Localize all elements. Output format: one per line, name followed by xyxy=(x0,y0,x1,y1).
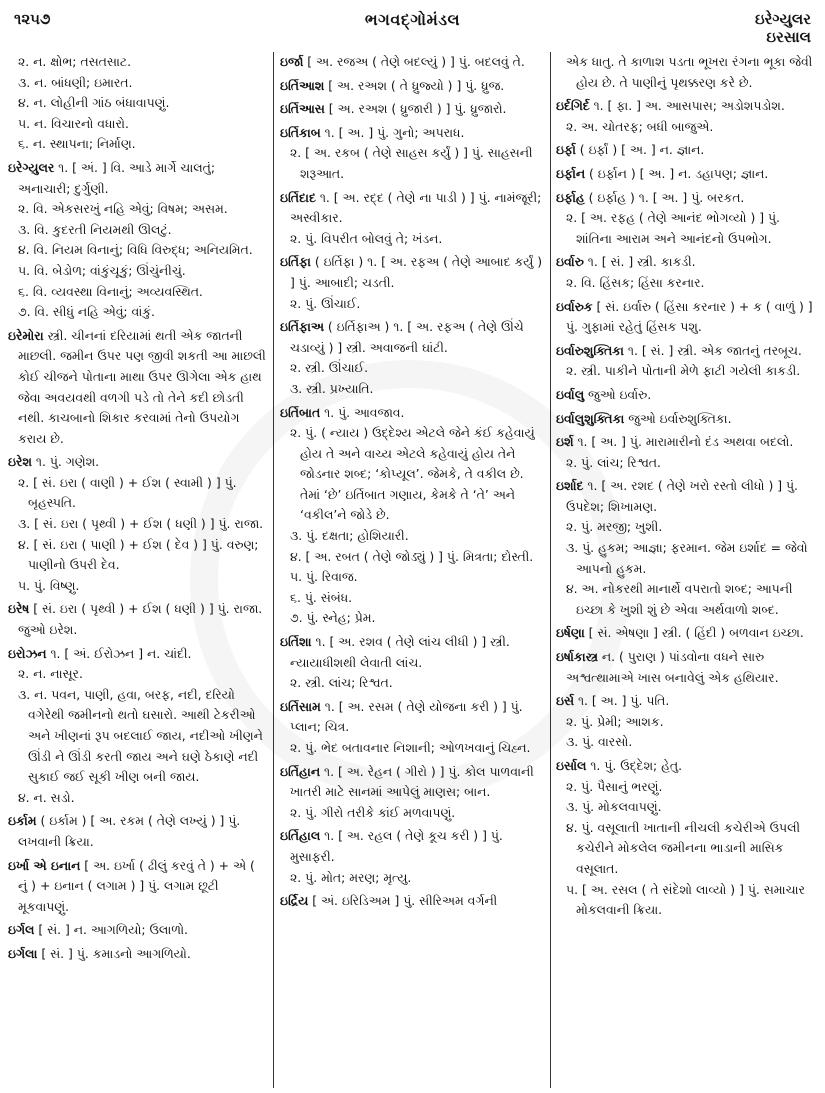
dictionary-entry xyxy=(8,52,266,155)
dictionary-entry xyxy=(556,476,818,620)
entry-definition: ( ઇર્ફાહ ) ૧. [ અ. ] પું. બરકત. xyxy=(584,189,745,205)
dictionary-entry xyxy=(280,52,545,73)
entry-sense: ૨. વિ. હિંસક; હિંસા કરનાર. xyxy=(566,274,705,290)
entry-sense: ૭. પું. સ્નેહ; પ્રેમ. xyxy=(290,610,376,626)
dictionary-entry xyxy=(280,123,545,185)
entry-sense: ૪. ન. સડો. xyxy=(18,789,75,805)
dictionary-entry xyxy=(556,52,818,93)
entry-definition: ૧. [ સં. ] સ્ત્રી. કાકડી. xyxy=(583,254,696,270)
entry-definition: [ અં. ઇરિડિઅમ ] પું. સીરિઅમ વર્ગની xyxy=(308,893,498,909)
entry-headword: ઇર્વાલુ xyxy=(556,386,585,402)
entry-sense: ૨. સ્ત્રી. પાકીને પોતાની મેળે ફાટી ગયેલી કાકડી. xyxy=(566,363,801,379)
entry-sense: ૫. [ અ. રસલ ( તે સંદેશો લાવ્યો ) ] પું. સમાચાર મોકલવાની ક્રિયા. xyxy=(566,881,805,918)
entry-definition: ૧. [ ફા. ] અ. આસપાસ; અડોશપડોશ. xyxy=(589,98,785,114)
entry-sense: ૨. સ્ત્રી. લાંચ; રિશ્વત. xyxy=(290,675,393,691)
entry-definition: જુઓ ઇર્વારુશુક્તિકા. xyxy=(624,410,732,426)
entry-definition: [ સં. ] પું. કમાડનો આગળિયો. xyxy=(37,945,191,961)
entry-definition: ૧. [ અ. ] પું. પતિ. xyxy=(574,693,670,709)
entry-sense: ૩. વિ. કુદરતી નિયમથી ઊલટું. xyxy=(18,221,172,237)
entry-sense: ૨. પું. મરજી; ખુશી. xyxy=(566,519,663,535)
entry-headword: ઇર્ફાહ xyxy=(556,189,585,205)
entry-headword: ઇર્વારુક xyxy=(556,298,593,314)
entry-headword: ઇર્ફાન xyxy=(556,165,586,181)
entry-headword: ઇર્દગિર્દ xyxy=(556,98,590,114)
dictionary-entry xyxy=(556,341,818,382)
entry-headword: ઇર્વારુ xyxy=(556,254,584,270)
entry-headword: ઇરેગ્યુલર xyxy=(8,159,55,175)
page-title: ભગવદ્ગોમંડલ xyxy=(364,10,461,29)
entry-definition: ૧. [ અ. રસમ ( તેણે યોજના કરી ) ] પું. પ્લાન; ચિત્ર. xyxy=(290,698,523,735)
dictionary-entry xyxy=(280,76,545,97)
entry-sense: ૨. ન. નાસૂર. xyxy=(18,666,83,682)
entry-sense: ૬. ન. સ્થાપના; નિર્માણ. xyxy=(18,136,136,152)
entry-definition: [ અ. રઅશ ( ધ્રુજારી ) ] પું. ધ્રુજારો. xyxy=(324,101,507,117)
dictionary-entry xyxy=(8,920,266,941)
entry-headword: ઇર્તિકાબ xyxy=(280,124,321,140)
entry-sense: ૨. પું. ગીરો તરીકે કાંઈ મળવાપણું. xyxy=(290,804,456,820)
entry-headword: ઇર્તિફાઅ xyxy=(280,319,324,335)
entry-definition: [ અ. ઇર્ખા ( ઢીલું કરવું તે ) + એ ( નું ) + ઇનાન ( લગામ ) ] પું. લગામ છૂટી મૂકવાપણું. xyxy=(18,857,255,914)
dictionary-entry xyxy=(8,452,266,596)
entry-sense: ૨. સ્ત્રી. ઊંચાઈ. xyxy=(290,360,369,376)
column-2 xyxy=(280,52,545,1088)
dictionary-entry xyxy=(556,252,818,293)
dictionary-entry xyxy=(556,623,818,644)
dictionary-entry xyxy=(8,599,266,640)
entry-sense: ૫. પું. રિવાજ. xyxy=(290,569,358,585)
entry-definition: ( ઇર્તિફાઅ ) ૧. [ અ. રફઅ ( તેણે ઊંચે ચડાવ્યું ) ] સ્ત્રી. અવાજની ઘાંટી. xyxy=(290,319,524,355)
entry-headword: ઇર્તિહાલ xyxy=(280,828,321,844)
entry-headword: ઇર્દ્રિય xyxy=(280,893,309,909)
entry-headword: ઇર્કામ xyxy=(8,813,37,829)
entry-definition: ( ઇર્ફાં ) [ અ. ] ન. જ્ઞાન. xyxy=(575,142,705,158)
entry-sense: ૩. પું. દક્ષતા; હોશિયારી. xyxy=(290,528,409,544)
dictionary-entry xyxy=(556,140,818,161)
entry-definition: ૧. પું. ગણેશ. xyxy=(31,454,100,470)
entry-headword: ઇર્ષણા xyxy=(556,625,585,641)
entry-sense: ૬. વિ. વ્યવસ્થા વિનાનું; અવ્યવસ્થિત. xyxy=(18,283,203,299)
column-1 xyxy=(8,52,266,1088)
column-3 xyxy=(556,52,818,1088)
entry-definition: ૧. [ અ. ] પું. મારામારીનો દંડ અથવા બદલો. xyxy=(573,434,794,450)
entry-sense: ૨. અ. ચોતરફ; બધી બાજુએ. xyxy=(566,118,714,134)
dictionary-entry xyxy=(8,944,266,965)
entry-definition: [ સં. ] ન. આગળિયો; ઉલાળો. xyxy=(34,922,188,938)
entry-headword: ઇર્તિબાત xyxy=(280,404,321,420)
entry-sense: ૨. પું. પૈસાનું ભરણું. xyxy=(566,778,663,794)
entry-headword: ઇર્તિઆશ xyxy=(280,77,325,93)
entry-sense: ૨. પું. મોત; મરણ; મૃત્યુ. xyxy=(290,869,412,885)
entry-headword: ઇરેષ xyxy=(8,601,30,617)
entry-headword: ઇર્વારુશુક્તિકા xyxy=(556,342,624,358)
entry-sense: ૩. પું. હુકમ; આજ્ઞા; ફરમાન. જેમ ઇર્શાદ = જેવો આપનો હુકમ. xyxy=(566,540,808,576)
entry-headword: ઇર્તિદાદ xyxy=(280,189,316,205)
entry-sense: ૩. સ્ત્રી. પ્રખ્યાતિ. xyxy=(290,380,374,396)
entry-definition: ૧. પું. આવજાવ. xyxy=(320,404,405,420)
entry-sense: ૪. [ સં. ઇરા ( પાણી ) + ઈશ ( દેવ ) ] પું. વરુણ; પાણીનો ઉપરી દેવ. xyxy=(18,536,259,573)
dictionary-entry xyxy=(280,891,545,912)
entry-sense: ૨. [ અ. રકબ ( તેણે સાહસ કર્યું ) ] પું. સાહસની શરૂઆત. xyxy=(290,145,533,181)
guide-words xyxy=(755,10,811,46)
entry-definition: ( ઇર્તિફા ) ૧. [ અ. રફઅ ( તેણે આબાદ કર્યું ) ] પું. આબાદી; ચડતી. xyxy=(290,254,543,290)
entry-definition: ૧. [ અ. રેહન ( ગીરો ) ] પું. કોલ પાળવાની ખાતરી માટે સાનમાં આપેલું માણસ; બાન. xyxy=(290,763,534,800)
entry-definition: ૧. [ અં. ] વિ. આડે માર્ગે ચાલતું; અનાચારી; દુર્ગુણી. xyxy=(18,159,215,196)
dictionary-entry xyxy=(280,762,545,824)
entry-definition: ૧. [ અ. ] પું. ગુનો; અપરાધ. xyxy=(320,124,465,140)
entry-headword: ઇરેશ xyxy=(8,454,32,470)
entry-headword: ઇર્તિઆસ xyxy=(280,101,325,117)
entry-definition: ૧. [ અં. ઈરોઝન ] ન. ચાંદી. xyxy=(46,645,192,661)
dictionary-entry xyxy=(280,317,545,399)
entry-sense: ૨. [ સં. ઇરા ( વાણી ) + ઈશ ( સ્વામી ) ] પું. બૃહસ્પતિ. xyxy=(18,474,237,511)
entry-definition: ( ઇર્કામ ) [ અ. રકમ ( તેણે લખ્યું ) ] પું. લખવાની ક્રિયા. xyxy=(18,813,241,849)
entry-headword: ઇર્ફા xyxy=(556,142,576,158)
entry-sense: ૫. વિ. બેડોળ; વાંકુંચૂકું; ઊંચુંનીચું. xyxy=(18,262,186,278)
entry-definition: ( ઇર્ફાન ) [ અ. ] ન. ડહાપણ; જ્ઞાન. xyxy=(585,165,769,181)
entry-sense: ૨. પું. વિપરીત બોલવું તે; ખંડન. xyxy=(290,230,443,246)
entry-definition: સ્ત્રી. ચીનનાં દરિયામાં થતી એક જાતની માછલી. જમીન ઉપર પણ જીવી શકતી આ માછલી કોઈ ચીજને પોતાના માથા ઉપર ઊગેલા એક હાથ જેવા અવયવથી વળગી પડે તો તેને કદી છોડતી નથી. કાચબાનો શિકાર કરવામાં તેનો ઉપયોગ કરાય છે. xyxy=(18,327,266,446)
dictionary-entry xyxy=(280,826,545,888)
entry-sense: ૪. ન. લોહીની ગાંઠ બંધાવાપણું. xyxy=(18,95,170,111)
column-divider xyxy=(550,52,551,1088)
entry-headword: ઇર્ષાકાસ્ત્ર xyxy=(556,649,598,665)
entry-definition: ૧. [ સં. ] સ્ત્રી. એક જાતનું તરબૂચ. xyxy=(623,342,802,358)
entry-definition: ૧. પું. ઉદ્દેશ; હેતુ. xyxy=(586,758,683,773)
entry-sense: ૩. ન. બાંધણી; ઇમારત. xyxy=(18,74,133,90)
entry-sense: ૨. વિ. એકસરખું નહિ એવું; વિષમ; અસમ. xyxy=(18,201,228,217)
entry-definition: ૧. [ અ. રશવ ( તેણે લાંચ લીધી ) ] સ્ત્રી. ન્યાયાધીશથી લેવાતી લાંચ. xyxy=(290,634,510,670)
entry-sense: ૨. પું. પ્રેમી; આશક. xyxy=(566,713,664,729)
entry-sense: ૨. પું. ( ન્યાય ) ઉદ્દેશ્ય એટલે જેને કંઈ કહેવાયું હોય તે અને વાચ્ય એટલે કહેવાયું હોય તેને જોડનાર શબ્દ; ‘કોપ્યૂલ’. જેમકે, તે વકીલ છે. તેમાં ‘છે’ ઇર્તિબાત ગણાય, કેમકે તે ‘તે’ અને ‘વકીલ’ને જોડે છે. xyxy=(290,425,535,523)
dictionary-entry xyxy=(556,756,818,921)
entry-headword: ઇર્તિહાન xyxy=(280,763,321,779)
dictionary-entry xyxy=(280,697,545,759)
entry-sense: ૭. વિ. સીધું નહિ એવું; વાંકું. xyxy=(18,304,155,320)
guide-word-last: ઇરસાલ xyxy=(766,28,811,46)
dictionary-entry xyxy=(280,188,545,250)
entry-definition: જુઓ ઇર્વારુ. xyxy=(584,386,652,402)
dictionary-entry xyxy=(280,99,545,120)
entry-headword: ઇર્શ xyxy=(556,434,574,450)
entry-sense: ૨. પું. ભેદ બતાવનાર નિશાની; ઓળખવાનું ચિહ્ન. xyxy=(290,740,531,755)
dictionary-entry xyxy=(8,811,266,852)
entry-definition: ૧. [ અ. રશદ ( તેણે ખરો રસ્તો લીધો ) ] પું. ઉપદેશ; શિખામણ. xyxy=(566,478,798,514)
entry-sense: ૪. અ. નોકરથી માનાર્થે વપરાતો શબ્દ; આપની ઇચ્છા કે ખુશી શું છે એવા અર્થવાળો શબ્દ. xyxy=(566,581,793,617)
dictionary-entry xyxy=(280,252,545,314)
dictionary-entry xyxy=(556,96,818,137)
entry-definition: ૧. [ અ. રદ્દ ( તેણે ના પાડી ) ] પું. નામંજૂરી; અસ્વીકાર. xyxy=(290,189,542,226)
dictionary-entry xyxy=(556,691,818,753)
entry-headword: ઇર્શાદ xyxy=(556,478,584,494)
entry-definition: ૧. [ અ. રહલ ( તેણે કૂચ કરી ) ] પું. મુસાફરી. xyxy=(290,828,503,864)
dictionary-entry xyxy=(8,158,266,323)
entry-sense: ૫. ન. વિચારનો વધારો. xyxy=(18,115,129,131)
entry-sense: ૪. પું. વસૂલાતી ખાતાની નીચલી કચેરીએ ઉપલી કચેરીને મોકલેલ જમીનના ભાડાની માસિક વસૂલાત. xyxy=(566,819,800,876)
page-header xyxy=(14,8,811,48)
entry-headword: ઇર્તિસામ xyxy=(280,698,321,714)
entry-headword: ઇર્તિશા xyxy=(280,634,312,650)
entry-definition: ન. ( પુરાણ ) પાંડવોના વધને સારુ અશ્વત્થામાએ ખાસ બનાવેલું એક હથિયાર. xyxy=(566,649,779,685)
entry-headword: ઇર્સાલ xyxy=(556,758,587,773)
dictionary-entry xyxy=(8,326,266,450)
entry-sense: ૨. [ અ. રફહ ( તેણે આનંદ ભોગવ્યો ) ] પું. શાંતિના આરામ અને આનંદનો ઉપભોગ. xyxy=(566,210,780,246)
guide-word-first: ઇરેગ્યુલર xyxy=(755,10,811,28)
entry-definition: [ અ. રજઅ ( તેણે બદલ્યું ) ] પું. બદલવું તે. xyxy=(303,54,525,69)
entry-headword: ઇરેમોરા xyxy=(8,327,44,343)
entry-sense: ૪. [ અ. રબત ( તેણે જોડ્યું ) ] પું. મિત્રતા; દોસ્તી. xyxy=(290,548,534,564)
dictionary-entry xyxy=(556,409,818,430)
entry-definition: [ સં. ઇરા ( પૃથ્વી ) + ઈશ ( ધણી ) ] પું. રાજા. જુઓ ઇરેશ. xyxy=(18,601,263,638)
entry-sense: ૬. પું. સંબંધ. xyxy=(290,589,353,605)
dictionary-entry xyxy=(8,644,266,809)
entry-sense: ૩. પું. વારસો. xyxy=(566,734,633,750)
entry-headword: ઇર્ગલ xyxy=(8,922,35,938)
entry-sense: ૪. વિ. નિયમ વિનાનું; વિધિ વિરુદ્ધ; અનિયમિત. xyxy=(18,242,253,258)
entry-sense: ૩. [ સં. ઇરા ( પૃથ્વી ) + ઈશ ( ધણી ) ] પું. રાજા. xyxy=(18,516,264,532)
dictionary-entry xyxy=(556,385,818,406)
entry-sense: ૩. પું. મોકલવાપણું. xyxy=(566,799,662,815)
entry-sense: એક ધાતુ. તે કાળાશ પડતા ભૂખરા રંગના ભૂકા જેવી હોય છે. તે પાણીનું પૃથક્કરણ કરે છે. xyxy=(566,54,813,90)
entry-headword: ઇર્જા xyxy=(280,54,304,69)
entry-definition: [ અ. રઅશ ( તે ધ્રુજ્યો ) ] પું. ધ્રુજ. xyxy=(324,77,505,93)
entry-headword: ઇરોઝન xyxy=(8,645,47,661)
dictionary-entry xyxy=(8,856,266,918)
entry-headword: ઇર્તિફા xyxy=(280,254,311,270)
entry-sense: ૨. પું. ઊંચાઈ. xyxy=(290,295,361,311)
dictionary-entry xyxy=(556,164,818,185)
entry-definition: [ સં. ઇર્વારુ ( હિંસા કરનાર ) + ક ( વાળું ) ] પું. ગુફામાં રહેતું હિંસક પશુ. xyxy=(566,298,813,335)
column-divider xyxy=(273,52,274,1088)
entry-sense: ૨. પું. લાંચ; રિશ્વત. xyxy=(566,454,661,470)
dictionary-entry xyxy=(556,188,818,250)
dictionary-entry xyxy=(556,647,818,688)
entry-sense: ૩. ન. પવન, પાણી, હવા, બરફ, નદી, દરિયો વગેરેથી જમીનનો થતો ઘસારો. આથી ટેકરીઓ અને ખીણનાં રૂપ બદલાઈ જાય, નદીઓ ખીણને ઊંડી ને ઊંડી કરતી જાય અને ઘણે ઠેકાણે નદી સુકાઈ જઈ સૂકી ખીણ બની જાય. xyxy=(18,686,263,785)
dictionary-entry xyxy=(280,632,545,694)
entry-headword: ઇર્સ xyxy=(556,693,575,709)
entry-headword: ઇર્ખા એ ઇનાન xyxy=(8,857,81,873)
entry-headword: ઇર્ગલા xyxy=(8,945,38,961)
dictionary-entry xyxy=(556,432,818,473)
entry-sense: ૨. ન. ક્ષોભ; તસતસાટ. xyxy=(18,54,132,69)
entry-headword: ઇર્વાલુશુક્તિકા xyxy=(556,410,625,426)
entry-definition: [ સં. એષણા ] સ્ત્રી. ( હિંદી ) બળવાન ઇચ્છા. xyxy=(584,625,804,641)
page-number: ૧૨૫૭ xyxy=(14,10,51,28)
dictionary-entry xyxy=(556,297,818,338)
entry-sense: ૫. પું. વિષ્ણુ. xyxy=(18,577,80,593)
dictionary-entry xyxy=(280,403,545,630)
